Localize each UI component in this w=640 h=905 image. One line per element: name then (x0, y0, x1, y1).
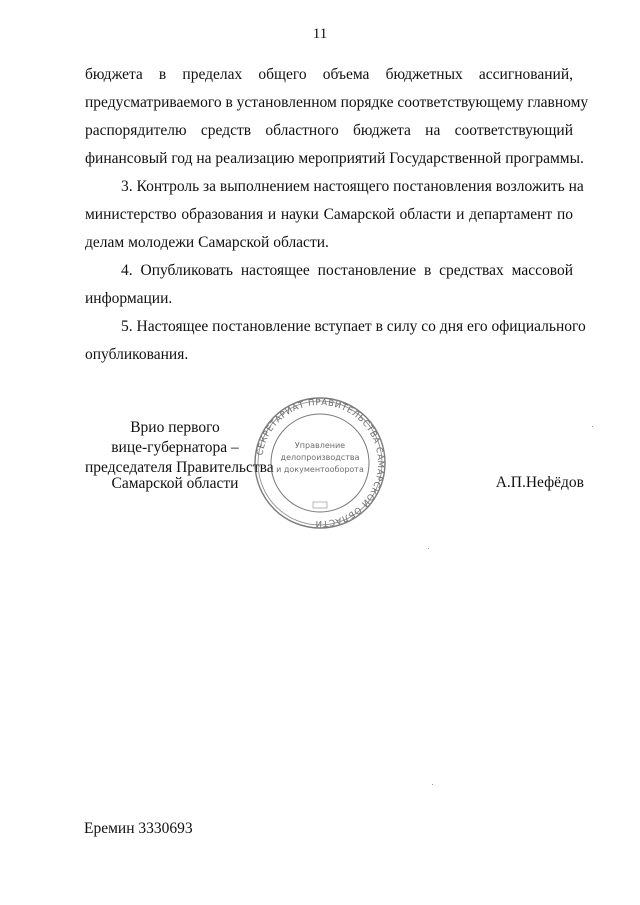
seal-inner-text: Управление (294, 441, 346, 450)
paragraph-line: 3. Контроль за выполнением настоящего постановления возложить на (121, 178, 584, 195)
page-number: 11 (312, 26, 328, 42)
signatory-title-line: Самарской области (111, 475, 239, 492)
signatory-title-line: Врио первого (130, 419, 220, 436)
paragraph-line: финансовый год на реализацию мероприятий Государственной программы. (85, 150, 584, 167)
signatory-name: А.П.Нефёдов (495, 474, 584, 491)
scan-speck (428, 548, 429, 549)
footer-executor: Еремин 3330693 (84, 820, 193, 837)
seal-inner-text: и документооборота (276, 465, 364, 474)
paragraph-line: министерство образования и науки Самарской области и департамент по (85, 206, 573, 223)
paragraph-line: 4. Опубликовать настоящее постановление в средствах массовой (121, 262, 573, 279)
paragraph-line: делам молодежи Самарской области. (85, 234, 329, 251)
paragraph-line: опубликования. (85, 346, 189, 363)
scan-speck (432, 784, 433, 785)
paragraph-line: распорядителю средств областного бюджета на соответствующий (85, 122, 573, 139)
official-seal (253, 396, 387, 530)
scan-speck (592, 426, 593, 427)
seal-outer-text: СЕКРЕТАРИАТ ПРАВИТЕЛЬСТВА САМАРСКОЙ ОБЛАСТИ (255, 397, 386, 529)
paragraph-line: бюджета в пределах общего объема бюджетных ассигнований, (85, 66, 573, 83)
paragraph-line: 5. Настоящее постановление вступает в силу со дня его официального (121, 318, 586, 335)
signatory-title-line: вице-губернатора – (111, 439, 239, 456)
paragraph-line: информации. (85, 290, 173, 307)
seal-inner-text: делопроизводства (280, 453, 360, 462)
signatory-title-line: председателя Правительства (85, 459, 274, 476)
paragraph-line: предусматриваемого в установленном порядке соответствующему главному (85, 94, 589, 111)
